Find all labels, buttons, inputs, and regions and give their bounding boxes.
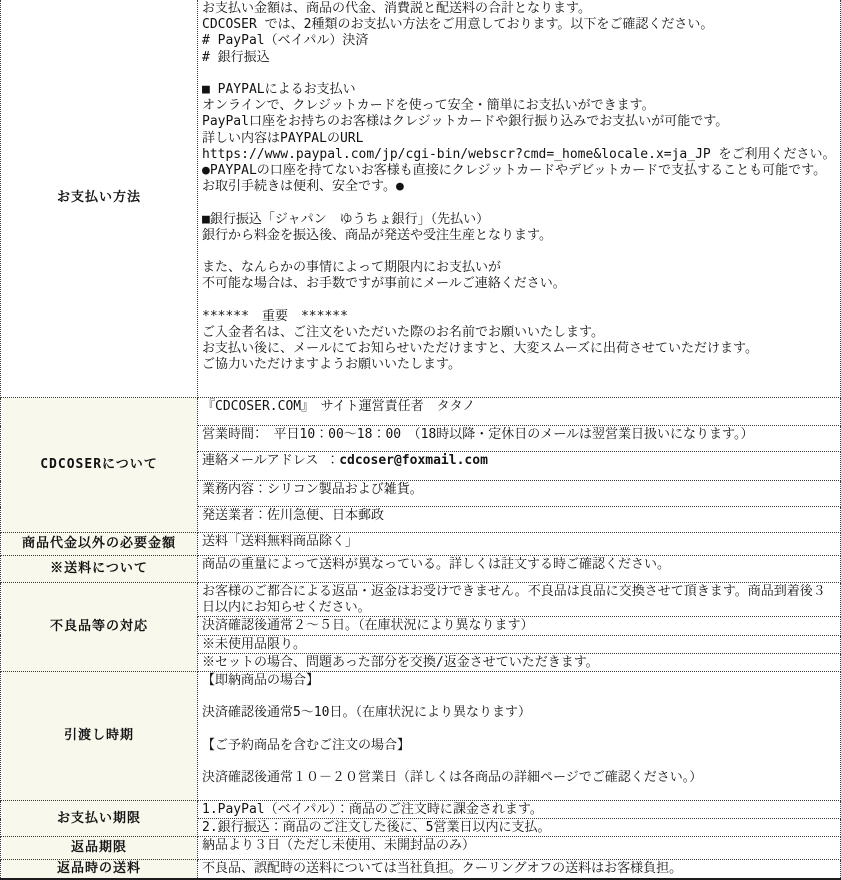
table-row: [1, 837, 841, 860]
text-line: 決済確認後通常5～10日。（在庫状況により異なります）: [202, 705, 531, 721]
text-line: オンラインで、クレジットカードを使って安全・簡単にお支払いができます。: [202, 98, 655, 114]
text-line: ■銀行振込「ジャパン ゆうちょ銀行」（先払い）: [202, 211, 490, 227]
text-line: [202, 754, 836, 770]
row-content-1-1: [198, 426, 841, 452]
text-line: 不可能な場合は、お手数ですが事前にメールご連絡ください。: [202, 276, 566, 292]
row-header-8: 返品時の送料: [1, 860, 198, 879]
text-line: 営業時間： 平日10：00～18：00 （18時以降・定休日のメールは翌営業日扱いになります。）: [202, 427, 754, 442]
table-row: [1, 860, 841, 879]
text-segment: 連絡メールアドレス ：: [202, 453, 340, 468]
text-line: 商品の重量によって送料が異なっている。詳しくは註文する時ご確認ください。: [202, 557, 671, 572]
row-content-4-0: [198, 583, 841, 617]
row-content-4-1: [198, 617, 841, 635]
row-content-4-3: [198, 653, 841, 671]
row-header-1: CDCOSERについて: [1, 398, 198, 533]
text-line: # PayPal（ベイパル）決済: [202, 33, 369, 49]
row-content-3-0: [198, 556, 841, 583]
row-header-3: ※送料について: [1, 556, 198, 583]
text-line: [202, 195, 836, 211]
row-header-2: 商品代金以外の必要金額: [1, 533, 198, 556]
row-header-0: お支払い方法: [1, 0, 198, 398]
text-line: ご入金者名は、ご注文をいただいた際のお名前でお願いいたします。: [202, 325, 604, 341]
text-line: 決済確認後通常２～５日。（在庫状況により異なります）: [202, 618, 534, 634]
text-line: 納品より３日（ただし未使用、未開封品のみ）: [202, 838, 476, 854]
text-line: [202, 689, 836, 705]
text-line: 送料「送料無料商品除く」: [202, 534, 359, 549]
text-line: ●PAYPALの口座を持てないお客様も直接にクレジットカードやデビットカードで支払することも可能です。: [202, 163, 827, 179]
text-line: また、なんらかの事情によって期限内にお支払いが: [202, 260, 502, 276]
text-line: 1.PayPal（ベイパル）：商品のご注文時に課金されます。: [202, 802, 543, 818]
text-line: [202, 722, 836, 738]
shop-policy-table-body: [1, 0, 841, 879]
text-line: お支払い金額は、商品の代金、消費説と配送料の合計となります。: [202, 1, 591, 16]
text-line: 詳しい内容はPAYPALのURL: [202, 130, 364, 146]
row-header-5: 引渡し時期: [1, 672, 198, 801]
text-line: ご協力いただけますようお願いいたします。: [202, 357, 461, 373]
row-header-7: 返品期限: [1, 837, 198, 860]
table-row: [1, 583, 841, 617]
text-line: 2.銀行振込：商品のご注文した後に、5営業日以内に支払。: [202, 820, 551, 836]
text-line: 業務内容：シリコン製品および雑貨。: [202, 482, 423, 497]
text-line: 銀行から料金を振込後、商品が発送や受注生産となります。: [202, 227, 552, 243]
text-line: お客様のご都合による返品・返金はお受けできません。不良品は良品に交換させて頂きます。商品到着後３日以内にお知らせください。: [202, 584, 826, 616]
row-content-5-0: [198, 672, 841, 801]
row-content-1-3: [198, 481, 841, 507]
row-content-2-0: [198, 533, 841, 556]
table-row: [1, 672, 841, 801]
text-line: お取引手続きは便利、安全です。●: [202, 179, 404, 195]
text-line: 不良品、誤配時の送料については当社負担。クーリングオフの送料はお客様負担。: [202, 861, 683, 877]
text-line: 【ご予約商品を含むご注文の場合】: [202, 737, 411, 753]
email-address: cdcoser@foxmail.com: [339, 453, 488, 468]
row-content-1-2: [198, 452, 841, 481]
text-line: ****** 重要 ******: [202, 308, 348, 324]
row-content-7-0: [198, 837, 841, 860]
text-line: 『CDCOSER.COM』 サイト運営責任者 タタノ: [202, 399, 476, 414]
text-line: ※セットの場合、問題あった部分を交換/返金させていただきます。: [202, 654, 599, 670]
text-line: お支払い後に、メールにてお知らせいただけますと、大変スムーズに出荷させていただけます。: [202, 341, 759, 357]
text-line: [202, 244, 836, 260]
row-content-0-0: [198, 0, 841, 398]
text-line: 発送業者：佐川急便、日本郵政: [202, 508, 385, 523]
text-line: 【即納商品の場合】: [202, 673, 320, 689]
row-content-6-1: [198, 819, 841, 837]
text-line: 決済確認後通常１０－２０営業日（詳しくは各商品の詳細ページでご確認ください。）: [202, 770, 703, 786]
table-row: [1, 801, 841, 819]
text-line: PayPal口座をお持ちのお客様はクレジットカードや銀行振り込みでお支払いが可能です。: [202, 114, 729, 130]
row-content-1-4: [198, 507, 841, 533]
row-header-6: お支払い期限: [1, 801, 198, 837]
table-row: [1, 556, 841, 583]
text-line: https://www.paypal.com/jp/cgi-bin/webscr?cmd=_home&locale.x=ja_JP をご利用ください。: [202, 146, 836, 162]
text-line: # 銀行振込: [202, 49, 270, 65]
text-line: ※未使用品限り。: [202, 636, 307, 652]
text-line: [202, 66, 836, 82]
text-line: [202, 293, 836, 309]
row-content-4-2: [198, 635, 841, 653]
row-content-1-0: [198, 398, 841, 426]
row-content-8-0: [198, 860, 841, 879]
text-line: ■ PAYPALによるお支払い: [202, 82, 356, 98]
contact-email-line: [202, 453, 836, 469]
table-row: [1, 398, 841, 426]
text-line: CDCOSER では、2種類のお支払い方法をご用意しております。以下をご確認ください。: [202, 17, 714, 33]
row-header-4: 不良品等の対応: [1, 583, 198, 672]
table-row: [1, 0, 841, 398]
table-row: [1, 533, 841, 556]
row-content-6-0: [198, 801, 841, 819]
